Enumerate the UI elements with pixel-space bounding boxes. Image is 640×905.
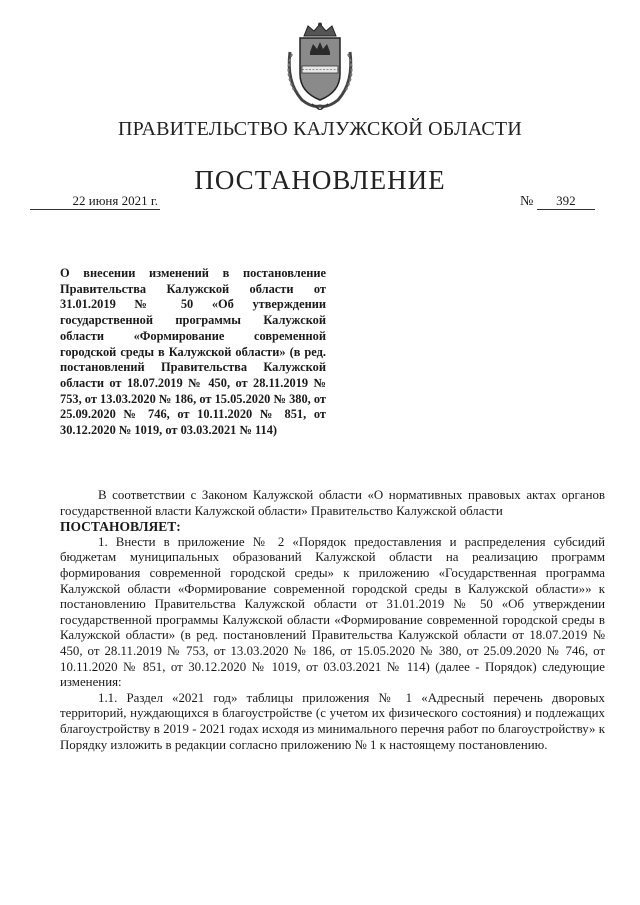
document-subject: О внесении изменений в постановление Правительства Калужской области от 31.01.2019 № 50 «Об утверждении государственной программы Калужской области «Формирование современной городской среды в Калужской области» (в ред. постановлений Правительства Калужской области от 18.07.2019 № 450, от 28.11.2019 № 753, от 13.03.2020 № 186, от 15.05.2020 № 380, от 25.09.2020 № 746, от 10.11.2020 № 851, от 30.12.2020 № 1019, от 03.03.2021 № 114) [60, 266, 326, 438]
kaluga-coat-of-arms-icon [282, 22, 358, 110]
government-title: ПРАВИТЕЛЬСТВО КАЛУЖСКОЙ ОБЛАСТИ [118, 118, 522, 140]
document-date: 22 июня 2021 г. [30, 193, 160, 210]
number-label: № [520, 194, 534, 209]
document-type-title: ПОСТАНОВЛЕНИЕ [194, 165, 446, 195]
item-1-1-paragraph: 1.1. Раздел «2021 год» таблицы приложения № 1 «Адресный перечень дворовых территорий, нуждающихся в благоустройстве (с учетом их физического состояния) и подлежащих благоустройству в 2019 - 2021 годах исходя из минимального перечня работ по благоустройству» к Порядку изложить в редакции согласно приложению № 1 к настоящему постановлению. [60, 690, 605, 752]
document-number [520, 193, 595, 210]
item-1-paragraph: 1. Внести в приложение № 2 «Порядок предоставления и распределения субсидий бюджетам муниципальных образований Калужской области на реализацию программ формирования современной городской среды» к приложению «Государственная программа Калужской области «Формирование современной городской среды в Калужской области»» к постановлению Правительства Калужской области от 31.01.2019 № 50 «Об утверждении государственной программы Калужской области «Формирование современной городской среды в Калужской области» (в ред. постановлений Правительства Калужской области от 18.07.2019 № 450, от 28.11.2019 № 753, от 13.03.2020 № 186, от 15.05.2020 № 380, от 25.09.2020 № 746, от 10.11.2020 № 851, от 30.12.2020 № 1019, от 03.03.2021 № 114) (далее - Порядок) следующие изменения: [60, 534, 605, 690]
number-value: 392 [537, 193, 595, 210]
document-body [60, 488, 605, 753]
preamble-paragraph: В соответствии с Законом Калужской области «О нормативных правовых актах органов государственной власти Калужской области» Правительство Калужской области [60, 488, 605, 518]
decree-word: ПОСТАНОВЛЯЕТ: [60, 519, 181, 535]
